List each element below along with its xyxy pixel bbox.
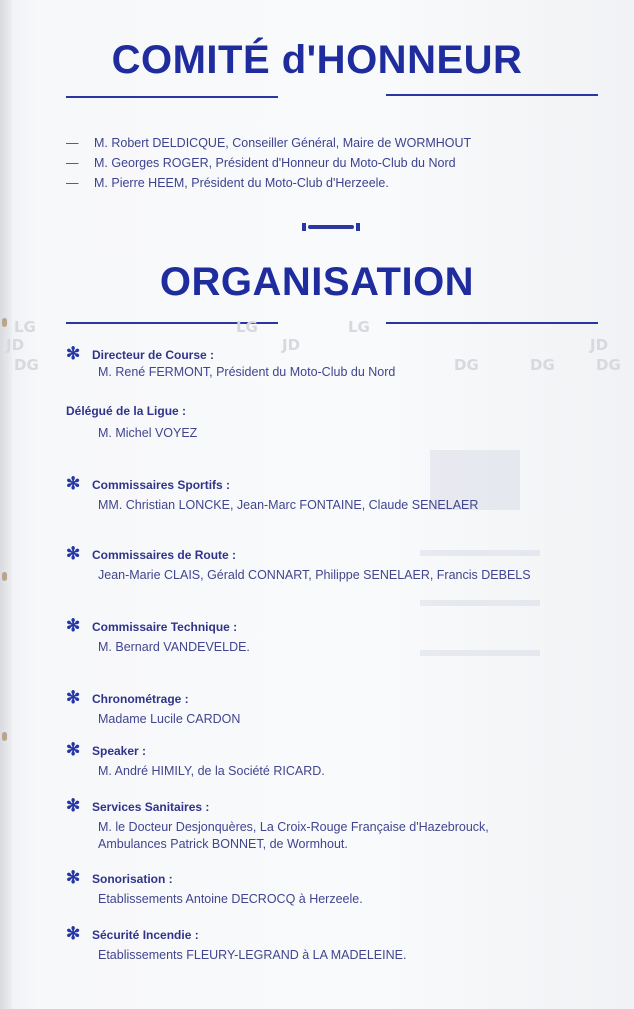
role-label: Commissaires de Route : xyxy=(92,548,237,562)
divider-ornament xyxy=(302,222,360,232)
member-text: M. Robert DELDICQUE, Conseiller Général, Maire de WORMHOUT xyxy=(94,136,472,150)
role-label: Sécurité Incendie : xyxy=(92,928,199,942)
title-rule-left xyxy=(66,96,278,98)
role-line: M. Bernard VANDEVELDE. xyxy=(98,640,250,654)
binding-hole xyxy=(2,318,7,327)
role-line: MM. Christian LONCKE, Jean-Marc FONTAINE, Claude SENELAER xyxy=(98,498,479,512)
role-line: Jean-Marie CLAIS, Gérald CONNART, Philippe SENELAER, Francis DEBELS xyxy=(98,568,531,582)
role-label: Speaker : xyxy=(92,744,147,758)
org-section xyxy=(66,740,606,780)
title-rule-right xyxy=(386,94,598,96)
watermark-mark: LG xyxy=(348,318,370,336)
asterisk-icon: ✻ xyxy=(66,688,81,707)
role-line: M. André HIMILY, de la Société RICARD. xyxy=(98,764,325,778)
asterisk-icon: ✻ xyxy=(66,344,81,363)
watermark-mark: LG xyxy=(236,318,258,336)
watermark-mark: JD xyxy=(590,336,609,354)
watermark-mark: LG xyxy=(14,318,36,336)
role-label: Délégué de la Ligue : xyxy=(66,404,187,418)
committee-member xyxy=(66,133,471,153)
asterisk-icon: ✻ xyxy=(66,924,81,943)
watermark-mark: DG xyxy=(530,356,555,374)
asterisk-icon: ✻ xyxy=(66,796,81,815)
asterisk-icon: ✻ xyxy=(66,474,81,493)
role-line: Etablissements Antoine DECROCQ à Herzeele. xyxy=(98,892,363,906)
role-line: M. le Docteur Desjonquères, La Croix-Rouge Française d'Hazebrouck, xyxy=(98,820,489,834)
watermark-mark: JD xyxy=(282,336,301,354)
org-section xyxy=(66,474,606,514)
watermark-mark: DG xyxy=(454,356,479,374)
role-line: Madame Lucile CARDON xyxy=(98,712,241,726)
role-label: Sonorisation : xyxy=(92,872,173,886)
committee-member xyxy=(66,173,471,193)
org-section xyxy=(66,344,606,381)
role-label: Commissaire Technique : xyxy=(92,620,238,634)
dash-marker: — xyxy=(66,176,79,190)
page-spine xyxy=(0,0,12,1009)
role-label: Commissaires Sportifs : xyxy=(92,478,231,492)
committee-list xyxy=(66,133,471,193)
asterisk-icon: ✻ xyxy=(66,868,81,887)
watermark-mark: DG xyxy=(14,356,39,374)
watermark-mark: JD xyxy=(6,336,25,354)
committee-member xyxy=(66,153,471,173)
org-section xyxy=(66,796,606,853)
asterisk-icon: ✻ xyxy=(66,616,81,635)
org-section xyxy=(66,544,606,584)
dash-marker: — xyxy=(66,156,79,170)
organisation-title: ORGANISATION xyxy=(159,260,475,304)
member-text: M. Georges ROGER, Président d'Honneur du Moto-Club du Nord xyxy=(94,156,456,170)
org-section xyxy=(66,924,606,964)
role-line: M. René FERMONT, Président du Moto-Club du Nord xyxy=(98,365,396,379)
dash-marker: — xyxy=(66,136,79,150)
role-label: Directeur de Course : xyxy=(92,348,215,362)
org-section xyxy=(66,616,606,656)
org-section xyxy=(66,688,606,728)
org-section xyxy=(66,404,606,442)
watermark-mark: DG xyxy=(596,356,621,374)
role-label: Chronométrage : xyxy=(92,692,189,706)
committee-title: COMITÉ d'HONNEUR xyxy=(111,38,523,82)
member-text: M. Pierre HEEM, Président du Moto-Club d'Herzeele. xyxy=(94,176,389,190)
title-rule-left xyxy=(66,322,278,324)
org-section xyxy=(66,868,606,908)
role-label: Services Sanitaires : xyxy=(92,800,210,814)
role-line: Ambulances Patrick BONNET, de Wormhout. xyxy=(98,837,348,851)
binding-hole xyxy=(2,572,7,581)
asterisk-icon: ✻ xyxy=(66,544,81,563)
role-line: Etablissements FLEURY-LEGRAND à LA MADELEINE. xyxy=(98,948,407,962)
title-rule-right xyxy=(386,322,598,324)
binding-hole xyxy=(2,732,7,741)
asterisk-icon: ✻ xyxy=(66,740,81,759)
role-line: M. Michel VOYEZ xyxy=(98,426,198,440)
